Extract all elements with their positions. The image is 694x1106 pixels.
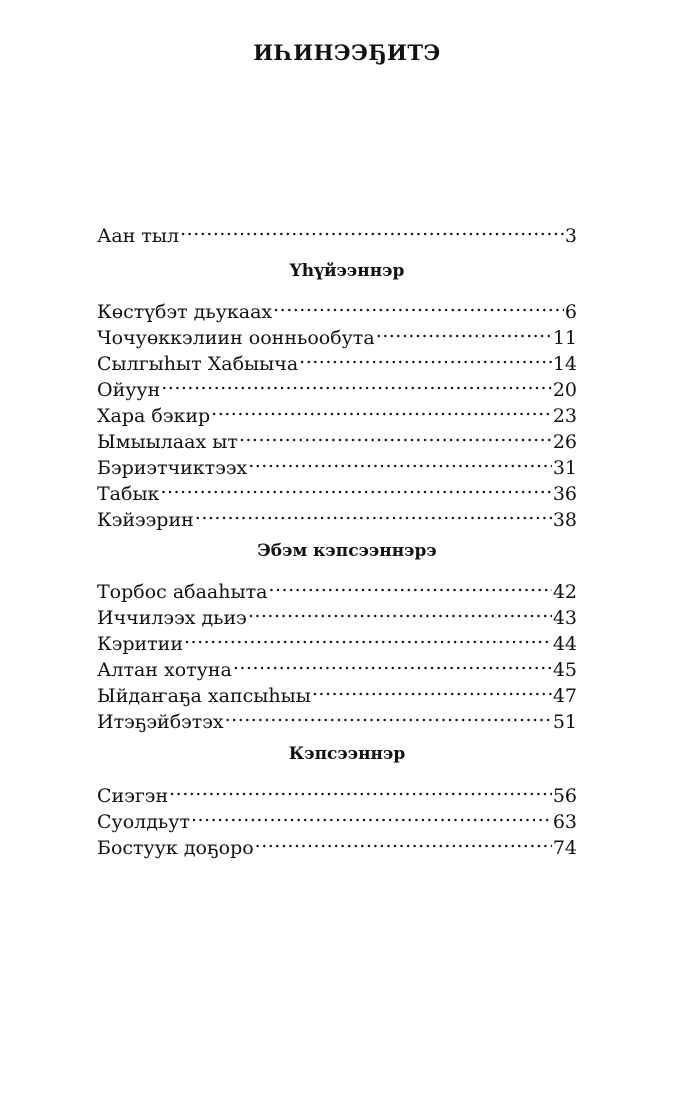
toc-leader-dots bbox=[184, 624, 552, 650]
toc-leader-dots bbox=[161, 370, 552, 396]
toc-entry-page: 43 bbox=[552, 607, 577, 629]
toc-entry-page: 51 bbox=[552, 711, 577, 733]
toc-entry-label: Хара бэкир bbox=[97, 405, 211, 427]
toc-entry-page: 31 bbox=[552, 457, 577, 479]
toc-leader-dots bbox=[160, 474, 551, 500]
toc-leader-dots bbox=[211, 396, 552, 422]
toc-entry-label: Ыйдаҥаҕа хапсыһыы bbox=[97, 685, 311, 707]
toc-leader-dots bbox=[376, 318, 552, 344]
toc-entry bbox=[97, 448, 577, 479]
page-title: ИҺИНЭЭҔИТЭ bbox=[253, 40, 441, 65]
toc-entry bbox=[97, 676, 577, 707]
toc-entry-label: Ойуун bbox=[97, 379, 161, 401]
toc-leader-dots bbox=[248, 598, 552, 624]
toc-entry-page: 6 bbox=[564, 301, 577, 323]
toc-entry-label: Аан тыл bbox=[97, 225, 180, 247]
toc-entry bbox=[97, 500, 577, 531]
section-heading-stories: Кэпсээннэр bbox=[288, 744, 406, 764]
toc-entry-label: Сиэгэн bbox=[97, 785, 169, 807]
toc-entry bbox=[97, 422, 577, 453]
toc-entry bbox=[97, 318, 577, 349]
toc-entry bbox=[97, 344, 577, 375]
section-heading-legends: Үһүйээннэр bbox=[289, 261, 405, 281]
toc-entry-page: 23 bbox=[552, 405, 577, 427]
toc-entry-page: 36 bbox=[552, 483, 577, 505]
toc-entry-label: Бэриэтчиктээх bbox=[97, 457, 248, 479]
toc-entry bbox=[97, 474, 577, 505]
toc-entry-page: 45 bbox=[552, 659, 577, 681]
toc-leader-dots bbox=[233, 650, 552, 676]
toc-entry-page: 38 bbox=[552, 509, 577, 531]
toc-entry-page: 74 bbox=[552, 837, 577, 859]
toc-entry-label: Сылгыһыт Хабыыча bbox=[97, 353, 299, 375]
toc-entry-page: 3 bbox=[564, 225, 577, 247]
toc-leader-dots bbox=[312, 676, 552, 702]
toc-entry-page: 20 bbox=[552, 379, 577, 401]
toc-entry-page: 44 bbox=[552, 633, 577, 655]
toc-entry-label: Торбос абааһыта bbox=[97, 581, 268, 603]
toc-entry-page: 56 bbox=[552, 785, 577, 807]
toc-entry bbox=[97, 828, 577, 859]
toc-entry-label: Чочуөккэлиин оонньообута bbox=[97, 327, 375, 349]
toc-leader-dots bbox=[255, 828, 552, 854]
toc-entry-intro bbox=[97, 216, 577, 247]
section-heading-grandmother-stories: Эбэм кэпсээннэрэ bbox=[257, 541, 437, 561]
toc-entry-label: Табык bbox=[97, 483, 160, 505]
toc-entry-label: Алтан хотуна bbox=[97, 659, 232, 681]
toc-entry-label: Суолдьут bbox=[97, 811, 190, 833]
toc-entry-page: 11 bbox=[552, 327, 577, 349]
toc-entry-label: Көстүбэт дьукаах bbox=[97, 301, 273, 323]
toc-entry-page: 14 bbox=[552, 353, 577, 375]
toc-entry bbox=[97, 292, 577, 323]
toc-leader-dots bbox=[273, 292, 564, 318]
toc-entry-label: Кэритии bbox=[97, 633, 184, 655]
toc-entry bbox=[97, 776, 577, 807]
toc-leader-dots bbox=[248, 448, 552, 474]
toc-entry bbox=[97, 802, 577, 833]
toc-leader-dots bbox=[225, 702, 552, 728]
toc-entry bbox=[97, 702, 577, 733]
toc-entry-label: Ымыылаах ыт bbox=[97, 431, 238, 453]
toc-entry bbox=[97, 572, 577, 603]
toc-entry-label: Кэйээрин bbox=[97, 509, 194, 531]
toc-leader-dots bbox=[268, 572, 551, 598]
toc-leader-dots bbox=[195, 500, 552, 526]
toc-entry-page: 47 bbox=[552, 685, 577, 707]
toc-leader-dots bbox=[191, 802, 552, 828]
toc-leader-dots bbox=[180, 216, 564, 242]
toc-entry bbox=[97, 624, 577, 655]
toc-entry bbox=[97, 650, 577, 681]
toc-entry-page: 26 bbox=[552, 431, 577, 453]
toc-entry bbox=[97, 598, 577, 629]
toc-entry-label: Итэҕэйбэтэх bbox=[97, 711, 224, 733]
toc-leader-dots bbox=[299, 344, 552, 370]
toc-entry bbox=[97, 370, 577, 401]
toc-leader-dots bbox=[239, 422, 552, 448]
toc-entry-page: 42 bbox=[552, 581, 577, 603]
toc-entry-label: Бостуук доҕоро bbox=[97, 837, 254, 859]
toc-entry-page: 63 bbox=[552, 811, 577, 833]
toc-leader-dots bbox=[169, 776, 552, 802]
toc-entry bbox=[97, 396, 577, 427]
toc-entry-label: Иччилээх дьиэ bbox=[97, 607, 247, 629]
